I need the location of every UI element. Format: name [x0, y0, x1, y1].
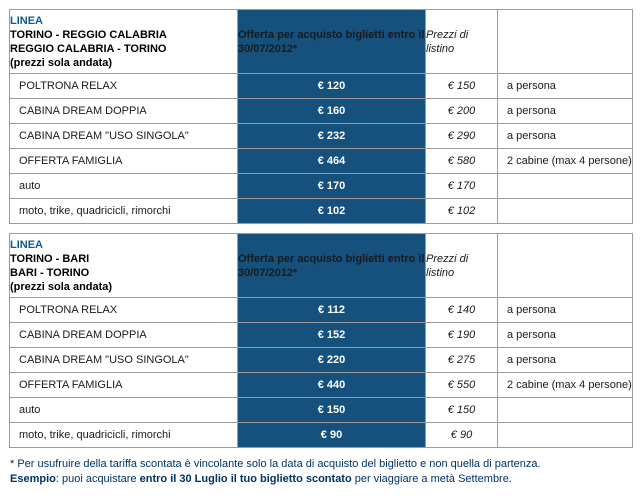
footnote-line2: [10, 472, 640, 487]
row-label: CABINA DREAM DOPPIA: [10, 99, 238, 124]
footnote-line1: * Per usufruire della tariffa scontata è vincolante solo la data di acquisto del biglietto e non quella di partenza.: [10, 458, 541, 470]
row-label: POLTRONA RELAX: [10, 298, 238, 323]
price-table-reggio-calabria: [9, 9, 633, 224]
list-price: € 150: [426, 398, 498, 423]
table-row: [10, 174, 633, 199]
row-note: [498, 423, 633, 448]
list-price: € 190: [426, 323, 498, 348]
offer-column-header: Offerta per acquisto biglietti entro il 30/07/2012*: [238, 234, 426, 298]
table-row: [10, 323, 633, 348]
offer-column-header: Offerta per acquisto biglietti entro il 30/07/2012*: [238, 10, 426, 74]
table-row: [10, 149, 633, 174]
row-label: moto, trike, quadricicli, rimorchi: [10, 423, 238, 448]
offer-price: € 90: [238, 423, 426, 448]
offer-price: € 112: [238, 298, 426, 323]
table-row: [10, 373, 633, 398]
row-label: moto, trike, quadricicli, rimorchi: [10, 199, 238, 224]
table-row: [10, 398, 633, 423]
footnote-line2-pre: : puoi acquistare: [55, 473, 140, 485]
list-price-column-header: Prezzi di listino: [426, 10, 498, 74]
route-line: REGGIO CALABRIA - TORINO: [10, 42, 167, 55]
row-note: [498, 398, 633, 423]
table-header-row: [10, 10, 633, 74]
row-note: [498, 174, 633, 199]
route-header: [10, 10, 238, 74]
table-header-row: [10, 234, 633, 298]
row-label: OFFERTA FAMIGLIA: [10, 373, 238, 398]
footnote-line2-post: per viaggiare a metà Settembre.: [351, 473, 512, 485]
row-label: CABINA DREAM "USO SINGOLA": [10, 124, 238, 149]
offer-price: € 440: [238, 373, 426, 398]
list-price: € 290: [426, 124, 498, 149]
row-note: [498, 199, 633, 224]
row-note: a persona: [498, 99, 633, 124]
route-note: (prezzi sola andata): [10, 280, 113, 293]
table-row: [10, 348, 633, 373]
offer-price: € 170: [238, 174, 426, 199]
row-note: a persona: [498, 323, 633, 348]
table-row: [10, 199, 633, 224]
row-note: 2 cabine (max 4 persone): [498, 373, 633, 398]
row-label: auto: [10, 174, 238, 199]
offer-price: € 102: [238, 199, 426, 224]
row-note: 2 cabine (max 4 persone): [498, 149, 633, 174]
route-header: [10, 234, 238, 298]
row-note: a persona: [498, 124, 633, 149]
list-price: € 150: [426, 74, 498, 99]
price-table-bari: [9, 233, 633, 448]
offer-price: € 152: [238, 323, 426, 348]
notes-column-header: [498, 234, 633, 298]
list-price: € 170: [426, 174, 498, 199]
list-price: € 275: [426, 348, 498, 373]
offer-price: € 464: [238, 149, 426, 174]
list-price: € 580: [426, 149, 498, 174]
row-label: OFFERTA FAMIGLIA: [10, 149, 238, 174]
footnote: [9, 457, 640, 487]
route-note: (prezzi sola andata): [10, 56, 113, 69]
table-row: [10, 99, 633, 124]
table-row: [10, 124, 633, 149]
footnote-line2-bold: entro il 30 Luglio il tuo biglietto scontato: [139, 473, 352, 485]
row-note: a persona: [498, 298, 633, 323]
route-line: TORINO - BARI: [10, 252, 90, 265]
row-note: a persona: [498, 74, 633, 99]
offer-price: € 120: [238, 74, 426, 99]
list-price: € 90: [426, 423, 498, 448]
row-label: CABINA DREAM "USO SINGOLA": [10, 348, 238, 373]
table-row: [10, 74, 633, 99]
row-label: auto: [10, 398, 238, 423]
route-line: TORINO - REGGIO CALABRIA: [10, 28, 167, 41]
list-price: € 200: [426, 99, 498, 124]
line-label: LINEA: [10, 14, 43, 27]
list-price: € 550: [426, 373, 498, 398]
table-row: [10, 423, 633, 448]
list-price-column-header: Prezzi di listino: [426, 234, 498, 298]
row-label: POLTRONA RELAX: [10, 74, 238, 99]
row-label: CABINA DREAM DOPPIA: [10, 323, 238, 348]
route-line: BARI - TORINO: [10, 266, 90, 279]
footnote-example-label: Esempio: [10, 473, 56, 485]
offer-price: € 160: [238, 99, 426, 124]
row-note: a persona: [498, 348, 633, 373]
notes-column-header: [498, 10, 633, 74]
offer-price: € 220: [238, 348, 426, 373]
list-price: € 140: [426, 298, 498, 323]
line-label: LINEA: [10, 238, 43, 251]
list-price: € 102: [426, 199, 498, 224]
offer-price: € 150: [238, 398, 426, 423]
table-row: [10, 298, 633, 323]
offer-price: € 232: [238, 124, 426, 149]
